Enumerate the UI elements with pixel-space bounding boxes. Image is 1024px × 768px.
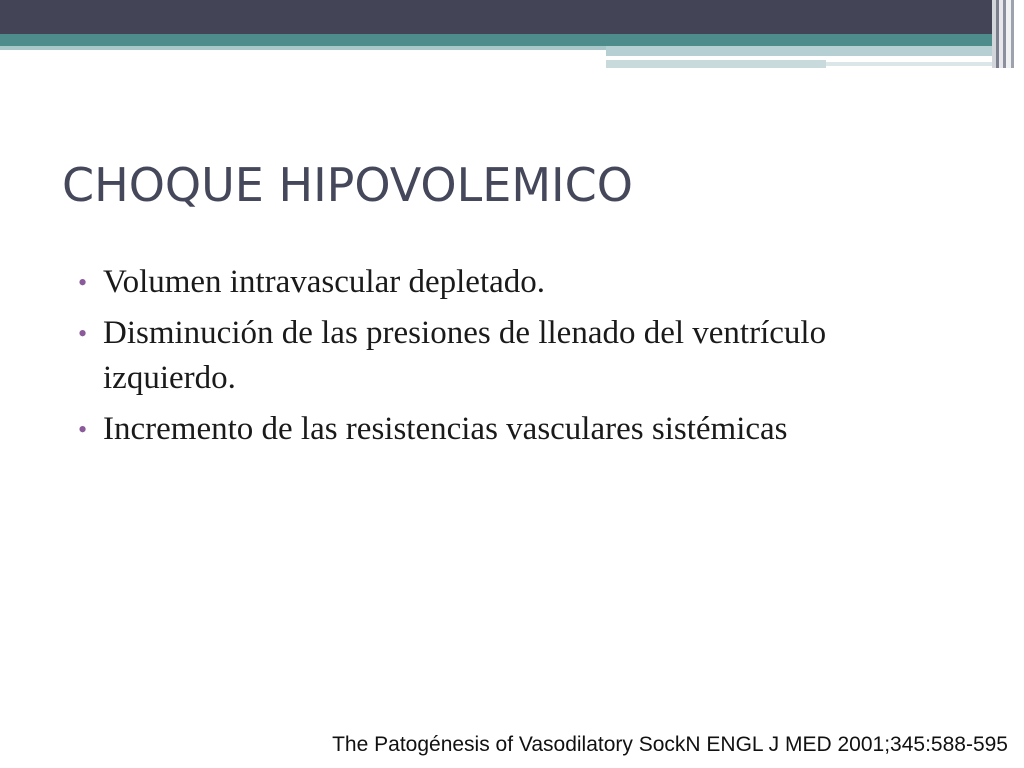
header-band-accent-3: [606, 60, 826, 68]
header-band-teal: [0, 34, 1024, 46]
bullet-icon: •: [78, 268, 88, 297]
citation-footnote: The Patogénesis of Vasodilatory SockN ENGL J MED 2001;345:588-595: [332, 733, 1008, 756]
header-band-accent-2: [606, 56, 946, 59]
bullet-list: [78, 260, 958, 458]
header-band-accent-1: [606, 46, 1024, 56]
bullet-text: Incremento de las resistencias vasculares sistémicas: [103, 411, 788, 447]
header-stripes: [992, 0, 1024, 68]
bullet-item: [78, 311, 958, 401]
bullet-text: Disminución de las presiones de llenado del ventrículo izquierdo.: [103, 315, 827, 396]
header-band-light: [0, 46, 606, 50]
bullet-icon: •: [78, 415, 88, 444]
bullet-text: Volumen intravascular depletado.: [103, 264, 546, 300]
slide-title: CHOQUE HIPOVOLEMICO: [62, 158, 633, 212]
bullet-icon: •: [78, 319, 88, 348]
bullet-item: [78, 260, 958, 305]
header-band-dark: [0, 0, 1024, 34]
bullet-item: [78, 407, 958, 452]
